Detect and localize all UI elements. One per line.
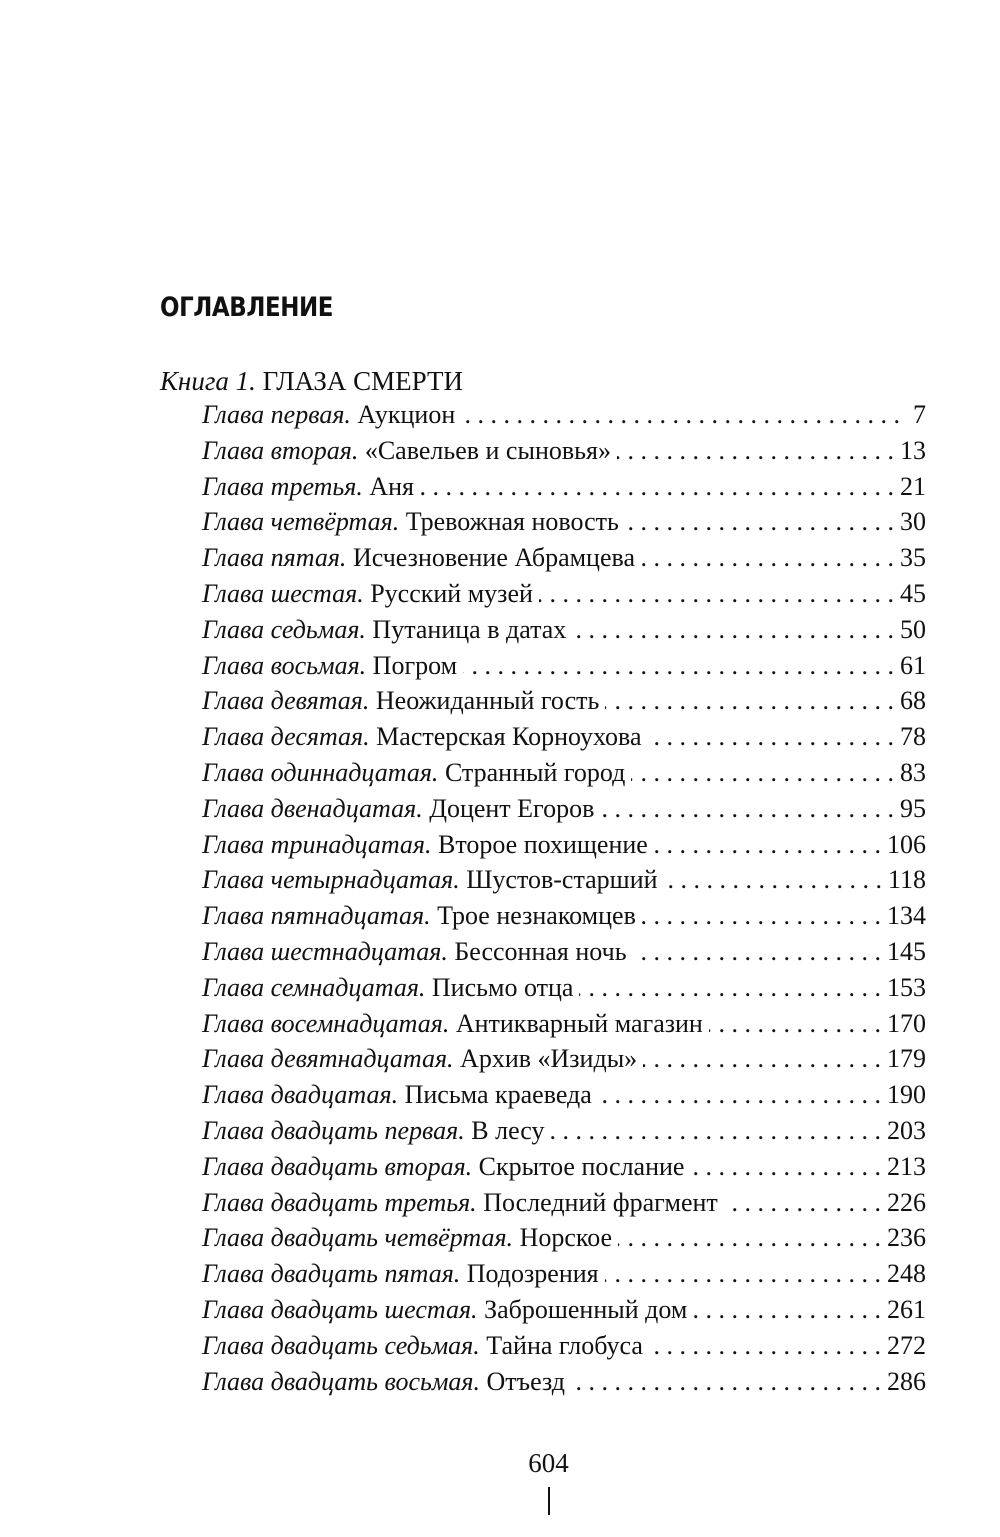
chapter-number: Глава семнадцатая.: [202, 972, 426, 1002]
chapter-page: 68: [900, 686, 926, 716]
chapter-number: Глава седьмая.: [202, 614, 366, 644]
chapter-title: Заброшенный дом: [484, 1294, 688, 1324]
toc-entry[interactable]: [202, 901, 926, 937]
dot-leader: [625, 507, 894, 537]
toc-entry[interactable]: [202, 758, 926, 794]
chapter-title: Письма краеведа: [404, 1080, 592, 1110]
dot-leader: [579, 973, 881, 1003]
chapter-page: 83: [900, 757, 926, 787]
dot-leader: [598, 1080, 881, 1110]
chapter-title: Скрытое послание: [478, 1151, 685, 1181]
dot-leader: [648, 722, 895, 752]
chapter-page: 45: [900, 578, 926, 608]
chapter-page: 95: [900, 793, 926, 823]
chapter-page: 7: [913, 400, 926, 429]
chapter-page: 213: [887, 1151, 926, 1181]
chapter-number: Глава одиннадцатая.: [202, 757, 439, 787]
toc-entry[interactable]: [202, 794, 926, 830]
chapter-number: Глава шестнадцатая.: [202, 936, 448, 966]
chapter-number: Глава первая.: [202, 400, 351, 429]
toc-entry[interactable]: [202, 686, 926, 722]
chapter-title: Путаница в датах: [372, 614, 567, 644]
chapter-number: Глава четырнадцатая.: [202, 865, 460, 895]
chapter-page: 170: [887, 1008, 926, 1038]
chapter-number: Глава двадцать пятая.: [202, 1259, 461, 1289]
toc-entry[interactable]: [202, 1259, 926, 1295]
dot-leader: [605, 686, 894, 716]
toc-entry[interactable]: [202, 579, 926, 615]
chapter-title: В лесу: [471, 1115, 545, 1145]
chapter-number: Глава вторая.: [202, 435, 359, 465]
toc-entry[interactable]: [202, 865, 926, 901]
chapter-number: Глава пятнадцатая.: [202, 901, 431, 931]
dot-leader: [690, 1152, 881, 1182]
dot-leader: [539, 579, 894, 609]
chapter-title: Тайна глобуса: [486, 1330, 643, 1360]
dot-leader: [649, 1331, 881, 1361]
chapter-page: 106: [887, 829, 926, 859]
chapter-page: 261: [887, 1294, 926, 1324]
chapter-page: 30: [900, 507, 926, 537]
chapter-title: Письмо отца: [431, 972, 574, 1002]
chapter-title: Отъезд: [486, 1366, 565, 1396]
chapter-number: Глава двадцать восьмая.: [202, 1366, 481, 1396]
chapter-title: Архив «Изиды»: [460, 1044, 638, 1074]
chapter-title: Погром: [372, 650, 458, 680]
dot-leader: [550, 1116, 881, 1146]
dot-leader: [643, 1044, 881, 1074]
toc-entry[interactable]: [202, 1367, 926, 1403]
toc-entry[interactable]: [202, 507, 926, 543]
chapter-title: Антикварный магазин: [455, 1008, 703, 1038]
chapter-page: 286: [887, 1366, 926, 1396]
chapter-number: Глава двадцать седьмая.: [202, 1330, 480, 1360]
dot-leader: [461, 400, 900, 430]
chapter-number: Глава пятая.: [202, 543, 347, 573]
chapter-title: Норское: [519, 1223, 613, 1253]
page-title: ОГЛАВЛЕНИЕ: [160, 292, 334, 323]
chapter-number: Глава девятая.: [202, 686, 370, 716]
dot-leader: [642, 901, 881, 931]
chapter-title: Исчезновение Абрамцева: [352, 543, 635, 573]
dot-leader: [693, 1295, 881, 1325]
chapter-number: Глава двенадцатая.: [202, 793, 423, 823]
dot-leader: [641, 543, 894, 573]
chapter-page: 61: [900, 650, 926, 680]
chapter-page: 272: [887, 1330, 926, 1360]
chapter-page: 50: [900, 614, 926, 644]
dot-leader: [618, 1223, 881, 1253]
toc-entry[interactable]: [202, 1331, 926, 1367]
chapter-number: Глава восьмая.: [202, 650, 367, 680]
chapter-page: 134: [887, 901, 926, 931]
toc-entry[interactable]: [202, 830, 926, 866]
chapter-page: 118: [887, 865, 926, 895]
toc-entry[interactable]: [202, 1295, 926, 1331]
book-name: ГЛАЗА СМЕРТИ: [262, 366, 463, 396]
toc-entry[interactable]: [202, 1044, 926, 1080]
chapter-page: 179: [887, 1044, 926, 1074]
toc-entry[interactable]: [202, 615, 926, 651]
chapter-title: Бессонная ночь: [454, 936, 627, 966]
toc-entry[interactable]: [202, 651, 926, 687]
dot-leader: [572, 615, 894, 645]
chapter-page: 145: [887, 936, 926, 966]
chapter-title: Аукцион: [357, 400, 456, 429]
table-of-contents: [202, 400, 926, 1402]
toc-entry[interactable]: [202, 1223, 926, 1259]
toc-entry[interactable]: [202, 1009, 926, 1045]
dot-leader: [600, 794, 894, 824]
chapter-page: 21: [900, 471, 926, 501]
toc-entry[interactable]: [202, 722, 926, 758]
dot-leader: [463, 651, 894, 681]
chapter-number: Глава десятая.: [202, 722, 370, 752]
dot-leader: [654, 830, 881, 860]
dot-leader: [605, 1259, 881, 1289]
page-marker-line: [548, 1487, 550, 1515]
toc-entry[interactable]: [202, 1116, 926, 1152]
toc-entry[interactable]: [202, 1152, 926, 1188]
chapter-page: 35: [900, 543, 926, 573]
book-heading: [160, 366, 463, 397]
chapter-title: Подозрения: [466, 1259, 599, 1289]
chapter-title: Неожиданный гость: [375, 686, 600, 716]
toc-entry[interactable]: [202, 543, 926, 579]
dot-leader: [709, 1009, 881, 1039]
book-label: Книга 1.: [160, 366, 256, 396]
dot-leader: [633, 937, 881, 967]
chapter-number: Глава третья.: [202, 471, 363, 501]
chapter-page: 226: [887, 1187, 926, 1217]
chapter-number: Глава восемнадцатая.: [202, 1008, 450, 1038]
chapter-page: 78: [900, 722, 926, 752]
chapter-number: Глава двадцать четвёртая.: [202, 1223, 514, 1253]
toc-entry[interactable]: [202, 472, 926, 508]
chapter-title: «Савельев и сыновья»: [364, 435, 611, 465]
page-number: 604: [528, 1448, 569, 1478]
chapter-page: 190: [887, 1080, 926, 1110]
chapter-title: Доцент Егоров: [429, 793, 595, 823]
chapter-number: Глава двадцать вторая.: [202, 1151, 473, 1181]
chapter-page: 153: [887, 972, 926, 1002]
dot-leader: [724, 1188, 881, 1218]
chapter-title: Аня: [369, 471, 414, 501]
chapter-page: 248: [887, 1259, 926, 1289]
chapter-number: Глава тринадцатая.: [202, 829, 432, 859]
toc-entry[interactable]: [202, 1080, 926, 1116]
dot-leader: [420, 472, 894, 502]
chapter-page: 203: [887, 1115, 926, 1145]
chapter-page: 236: [887, 1223, 926, 1253]
chapter-title: Русский музей: [370, 578, 533, 608]
chapter-number: Глава четвёртая.: [202, 507, 400, 537]
chapter-number: Глава шестая.: [202, 578, 364, 608]
chapter-title: Шустов-старший: [466, 865, 658, 895]
chapter-number: Глава девятнадцатая.: [202, 1044, 454, 1074]
chapter-title: Странный город: [444, 757, 626, 787]
chapter-page: 13: [900, 435, 926, 465]
chapter-title: Второе похищение: [438, 829, 648, 859]
chapter-number: Глава двадцать первая.: [202, 1115, 465, 1145]
toc-entry[interactable]: [202, 400, 926, 436]
toc-entry[interactable]: [202, 973, 926, 1009]
chapter-number: Глава двадцатая.: [202, 1080, 399, 1110]
chapter-number: Глава двадцать третья.: [202, 1187, 477, 1217]
chapter-title: Последний фрагмент: [483, 1187, 718, 1217]
dot-leader: [571, 1367, 881, 1397]
chapter-title: Трое незнакомцев: [437, 901, 636, 931]
toc-entry[interactable]: [202, 937, 926, 973]
dot-leader: [631, 758, 894, 788]
toc-entry[interactable]: [202, 436, 926, 472]
chapter-title: Тревожная новость: [405, 507, 619, 537]
dot-leader: [617, 436, 894, 466]
dot-leader: [664, 865, 882, 895]
chapter-title: Мастерская Корноухова: [376, 722, 642, 752]
chapter-number: Глава двадцать шестая.: [202, 1294, 478, 1324]
toc-entry[interactable]: [202, 1188, 926, 1224]
